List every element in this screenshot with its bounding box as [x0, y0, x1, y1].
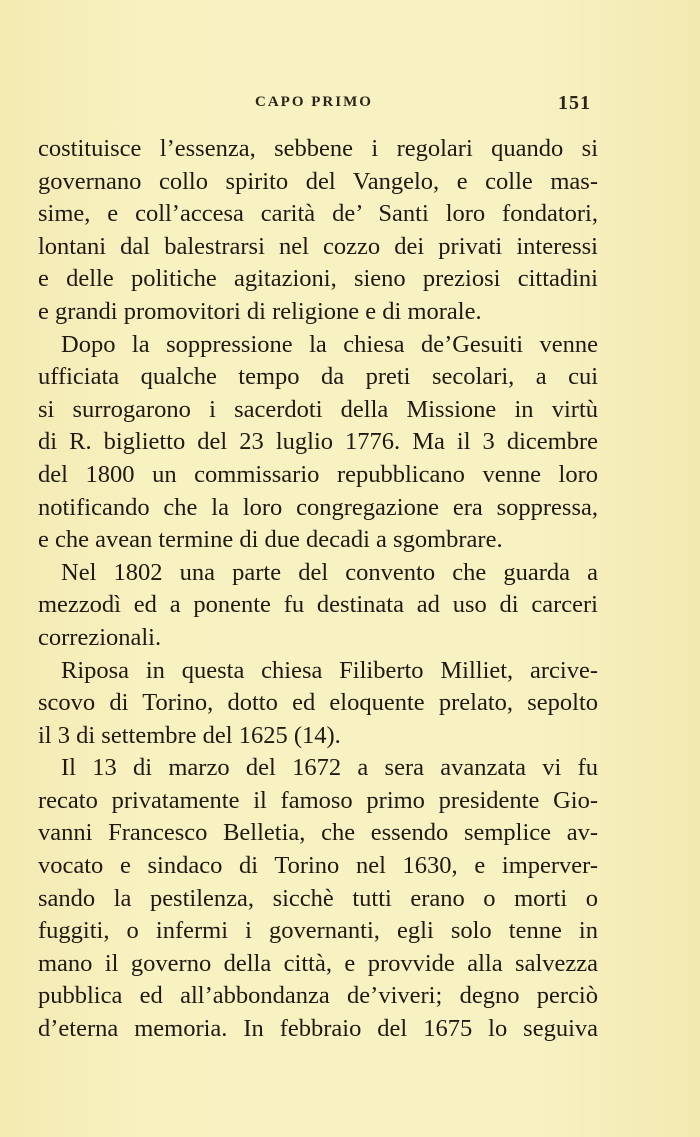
chapter-title: CAPO PRIMO — [255, 94, 373, 110]
text-line: mano il governo della città, e provvide alla salvezza — [38, 949, 598, 977]
text-line: vocato e sindaco di Torino nel 1630, e imperver- — [38, 852, 598, 880]
text-line: correzionali. — [38, 623, 162, 651]
text-line: vanni Francesco Belletia, che essendo semplice av- — [38, 819, 598, 847]
text-line: costituisce l’essenza, sebbene i regolari quando si — [38, 135, 598, 162]
text-line: si surrogarono i sacerdoti della Missione in virtù — [38, 395, 598, 423]
text-line: e che avean termine di due decadi a sgombrare. — [38, 526, 503, 554]
text-line: scovo di Torino, dotto ed eloquente prelato, sepolto — [38, 689, 598, 717]
text-line: Riposa in questa chiesa Filiberto Milliet, arcive- — [61, 656, 598, 684]
text-line: di R. biglietto del 23 luglio 1776. Ma il 3 dicembre — [38, 428, 598, 456]
text-line: il 3 di settembre del 1625 (14). — [38, 721, 341, 749]
text-line: e grandi promovitori di religione e di morale. — [38, 297, 482, 325]
text-line: del 1800 un commissario repubblicano venne loro — [38, 460, 598, 488]
text-line: notificando che la loro congregazione era soppressa, — [38, 493, 598, 521]
text-line: ufficiata qualche tempo da preti secolari, a cui — [38, 363, 598, 391]
text-line: sime, e coll’accesa carità de’ Santi loro fondatori, — [38, 200, 598, 228]
text-line: sando la pestilenza, sicchè tutti erano o morti o — [38, 884, 598, 912]
text-line: mezzodì ed a ponente fu destinata ad uso di carceri — [38, 591, 598, 619]
body-text — [38, 133, 598, 1046]
text-line: Il 13 di marzo del 1672 a sera avanzata vi fu — [61, 754, 598, 782]
text-line: Dopo la soppressione la chiesa de’Gesuiti venne — [61, 330, 598, 358]
text-line: e delle politiche agitazioni, sieno preziosi cittadini — [38, 265, 598, 293]
text-line: d’eterna memoria. In febbraio del 1675 lo seguiva — [38, 1015, 598, 1043]
text-line: governano collo spirito del Vangelo, e colle mas- — [38, 167, 598, 195]
page-number: 151 — [558, 92, 591, 114]
text-line: fuggiti, o infermi i governanti, egli solo tenne in — [38, 917, 598, 945]
text-line: lontani dal balestrarsi nel cozzo dei privati interessi — [38, 232, 598, 260]
text-line: pubblica ed all’abbondanza de’viveri; degno perciò — [38, 982, 598, 1010]
text-line: Nel 1802 una parte del convento che guarda a — [61, 558, 598, 586]
text-line: recato privatamente il famoso primo presidente Gio- — [38, 786, 598, 814]
running-header — [0, 92, 700, 116]
